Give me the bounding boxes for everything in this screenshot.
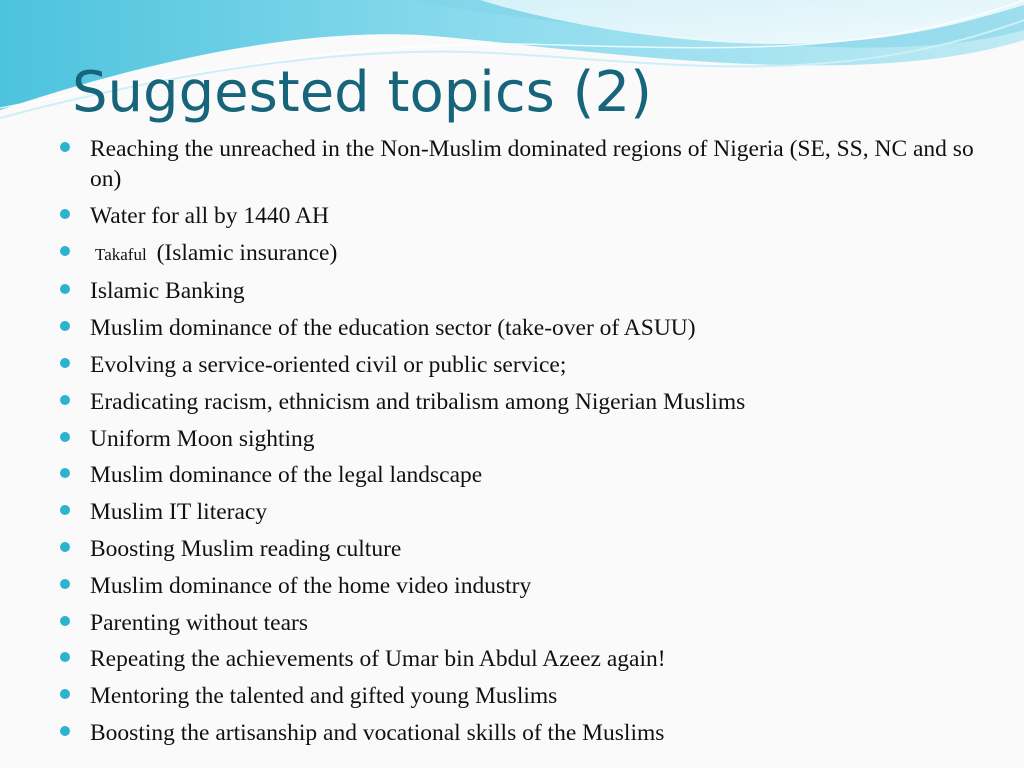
bullet-text: Water for all by 1440 AH [90, 202, 329, 229]
bullet-dot-icon [60, 652, 70, 662]
bullet-item [56, 350, 976, 380]
bullet-text: Evolving a service-oriented civil or public service; [90, 351, 567, 378]
bullet-text: Boosting the artisanship and vocational skills of the Muslims [90, 719, 665, 746]
bullet-item [56, 608, 976, 638]
bullet-text: (Islamic insurance) [156, 239, 338, 266]
bullet-dot-icon [60, 579, 70, 589]
bullet-item [56, 313, 976, 343]
bullet-item [56, 644, 976, 674]
bullet-dot-icon [60, 689, 70, 699]
bullet-text: Repeating the achievements of Umar bin Abdul Azeez again! [90, 646, 666, 673]
bullet-item [56, 718, 976, 748]
bullet-prefix-text: Takaful [95, 244, 147, 264]
slide-title: Suggested topics (2) [72, 60, 652, 125]
bullet-text: Mentoring the talented and gifted young Muslims [90, 683, 558, 710]
bullet-dot-icon [60, 142, 70, 152]
bullet-text: Boosting Muslim reading culture [90, 535, 402, 562]
bullet-dot-icon [60, 321, 70, 331]
bullet-text: Uniform Moon sighting [90, 425, 315, 452]
bullet-dot-icon [60, 616, 70, 626]
bullet-text: Parenting without tears [90, 609, 308, 636]
bullet-item [56, 424, 976, 454]
bullet-dot-icon [60, 432, 70, 442]
bullet-item [56, 387, 976, 417]
bullet-item [56, 681, 976, 711]
bullet-item [56, 460, 976, 490]
bullet-dot-icon [60, 468, 70, 478]
bullet-item [56, 201, 976, 231]
bullet-dot-icon [60, 542, 70, 552]
bullet-dot-icon [60, 358, 70, 368]
bullet-dot-icon [60, 246, 70, 256]
bullet-text: Eradicating racism, ethnicism and tribalism among Nigerian Muslims [90, 388, 746, 415]
bullet-item [56, 571, 976, 601]
bullet-dot-icon [60, 284, 70, 294]
bullet-dot-icon [60, 395, 70, 405]
bullet-text: Reaching the unreached in the Non-Muslim dominated regions of Nigeria (SE, SS, NC and so on) [90, 136, 974, 192]
bullet-item [56, 497, 976, 527]
bullet-item [56, 238, 976, 270]
bullet-text: Muslim dominance of the education sector (take-over of ASUU) [90, 315, 696, 342]
bullet-text: Muslim dominance of the home video industry [90, 572, 532, 599]
bullet-dot-icon [60, 505, 70, 515]
bullet-item [56, 276, 976, 306]
bullet-dot-icon [60, 209, 70, 219]
bullet-item [56, 534, 976, 564]
bullet-text: Muslim IT literacy [90, 499, 268, 526]
bullet-dot-icon [60, 726, 70, 736]
bullet-text: Muslim dominance of the legal landscape [90, 462, 483, 489]
bullet-item [56, 134, 976, 194]
bullet-text: Islamic Banking [90, 278, 245, 305]
bullet-list [56, 134, 976, 755]
